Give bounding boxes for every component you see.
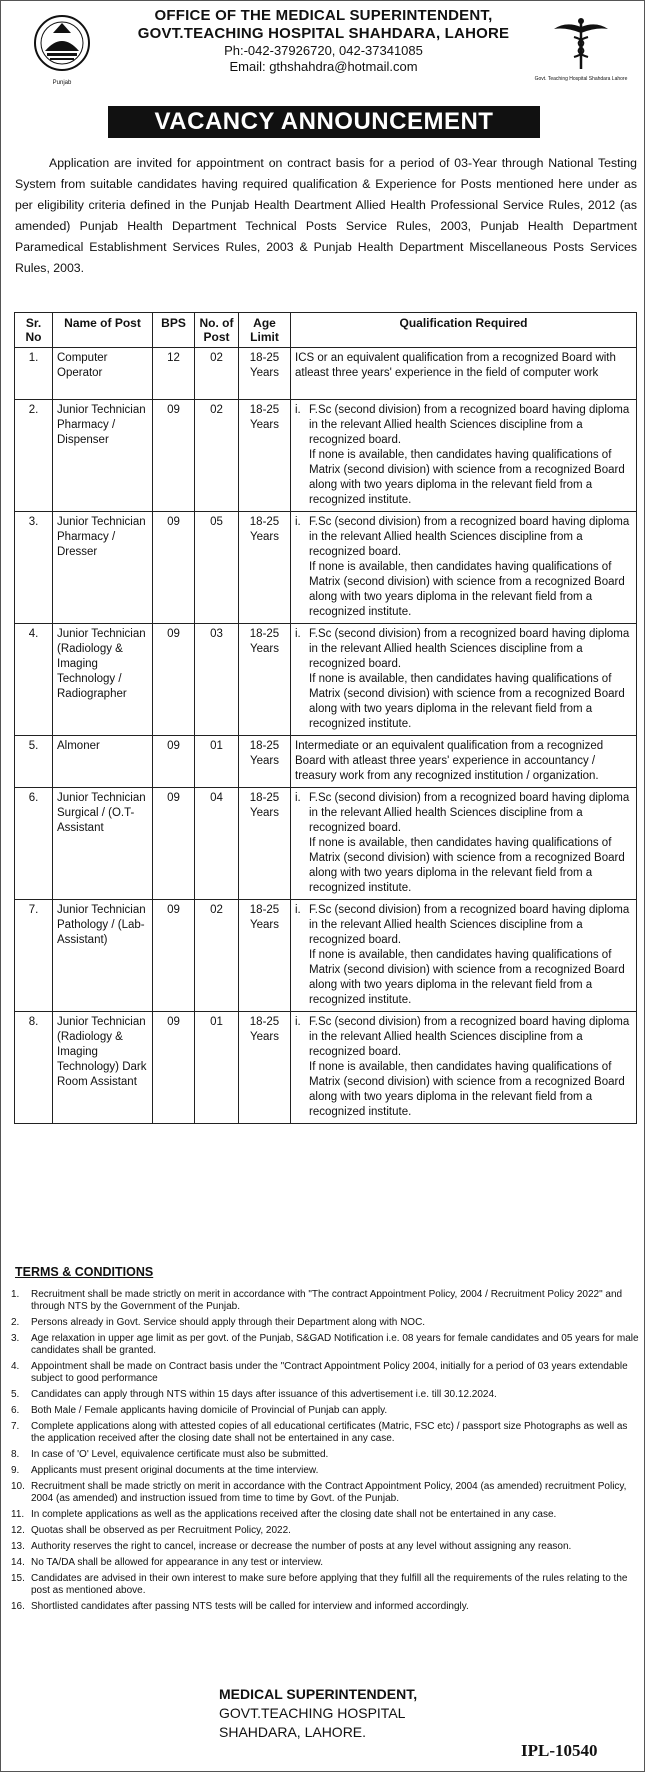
term-text: Recruitment shall be made strictly on merit in accordance with "The contract Appointment Policy, 2004 / Recruitment Policy 2022" and through NTS by the Government of the Punjab. bbox=[31, 1289, 623, 1312]
age-unit: Years bbox=[250, 531, 279, 543]
list-item bbox=[11, 1289, 641, 1313]
term-text: Appointment shall be made on Contract basis under the "Contract Appointment Policy 2004, initially for a period of 03 years extendable subject to good performance bbox=[31, 1361, 628, 1384]
ipl-reference: IPL-10540 bbox=[521, 1741, 598, 1760]
bullet-marker: i. bbox=[295, 404, 301, 416]
row-bps: 09 bbox=[153, 900, 195, 1012]
row-sr: 1. bbox=[15, 348, 53, 400]
term-number: 14. bbox=[11, 1557, 25, 1568]
row-sr: 3. bbox=[15, 512, 53, 624]
term-number: 9. bbox=[11, 1465, 20, 1476]
list-item bbox=[11, 1509, 641, 1521]
row-bps: 12 bbox=[153, 348, 195, 400]
row-qualification bbox=[291, 900, 637, 1012]
term-text: In case of 'O' Level, equivalence certificate must also be submitted. bbox=[31, 1449, 329, 1460]
row-age bbox=[239, 624, 291, 736]
age-range: 18-25 bbox=[249, 516, 280, 528]
right-logo-caption: Govt. Teaching Hospital Shahdara Lahore bbox=[534, 76, 628, 82]
row-post-name: Junior Technician Pathology / (Lab- Assistant) bbox=[53, 900, 153, 1012]
col-header-sr: Sr. No bbox=[15, 313, 53, 348]
row-posts: 03 bbox=[195, 624, 239, 736]
term-text: Applicants must present original documents at the time interview. bbox=[31, 1465, 319, 1476]
term-text: Shortlisted candidates after passing NTS tests will be called for interview and informed accordingly. bbox=[31, 1601, 469, 1612]
term-number: 15. bbox=[11, 1573, 25, 1584]
col-header-age: Age Limit bbox=[239, 313, 291, 348]
list-item bbox=[11, 1317, 641, 1329]
list-item bbox=[11, 1421, 641, 1445]
qualification-primary: F.Sc (second division) from a recognized board having diploma in the relevant Allied health Sciences discipline from a recognized board. bbox=[309, 1016, 630, 1058]
term-number: 8. bbox=[11, 1449, 20, 1460]
row-posts: 02 bbox=[195, 400, 239, 512]
col-header-qualification: Qualification Required bbox=[291, 313, 637, 348]
row-post-name: Junior Technician Surgical / (O.T-Assistant bbox=[53, 788, 153, 900]
row-age bbox=[239, 348, 291, 400]
left-logo-caption: Punjab bbox=[52, 80, 72, 86]
table-row bbox=[15, 788, 637, 900]
list-item bbox=[11, 1389, 641, 1401]
row-age bbox=[239, 900, 291, 1012]
qualification-primary: F.Sc (second division) from a recognized board having diploma in the relevant Allied health Sciences discipline from a recognized board. bbox=[309, 904, 630, 946]
office-title: OFFICE OF THE MEDICAL SUPERINTENDENT, bbox=[154, 7, 493, 24]
qualification-alternate: If none is available, then candidates having qualifications of Matrix (second division) with science from a recognized Board along with two years diploma in the relevant field from a recognized institute. bbox=[309, 1061, 625, 1118]
table-row bbox=[15, 736, 637, 788]
term-number: 3. bbox=[11, 1333, 20, 1344]
term-text: Candidates can apply through NTS within 15 days after issuance of this advertisement i.e. till 30.12.2024. bbox=[31, 1389, 497, 1400]
list-item bbox=[11, 1481, 641, 1505]
term-text: Candidates are advised in their own interest to make sure before applying that they fulfill all the requirements of the rules relating to the post as mentioned above. bbox=[31, 1573, 628, 1596]
col-header-posts: No. of Post bbox=[195, 313, 239, 348]
row-posts: 02 bbox=[195, 900, 239, 1012]
row-bps: 09 bbox=[153, 624, 195, 736]
row-posts: 02 bbox=[195, 348, 239, 400]
office-header bbox=[1, 7, 645, 75]
terms-list bbox=[11, 1289, 641, 1617]
row-qualification bbox=[291, 1012, 637, 1124]
list-item bbox=[11, 1465, 641, 1477]
row-sr: 4. bbox=[15, 624, 53, 736]
qualification-primary: F.Sc (second division) from a recognized board having diploma in the relevant Allied health Sciences discipline from a recognized board. bbox=[309, 516, 630, 558]
age-unit: Years bbox=[250, 367, 279, 379]
age-range: 18-25 bbox=[249, 404, 280, 416]
vacancy-banner: VACANCY ANNOUNCEMENT bbox=[108, 106, 540, 138]
row-posts: 04 bbox=[195, 788, 239, 900]
row-post-name: Computer Operator bbox=[53, 348, 153, 400]
bullet-marker: i. bbox=[295, 516, 301, 528]
age-range: 18-25 bbox=[249, 352, 280, 364]
term-number: 11. bbox=[11, 1509, 25, 1520]
row-bps: 09 bbox=[153, 788, 195, 900]
term-number: 10. bbox=[11, 1481, 25, 1492]
term-text: Persons already in Govt. Service should apply through their Department along with NOC. bbox=[31, 1317, 426, 1328]
age-range: 18-25 bbox=[249, 904, 280, 916]
table-row bbox=[15, 512, 637, 624]
table-header-row bbox=[15, 313, 637, 348]
age-unit: Years bbox=[250, 755, 279, 767]
row-qualification bbox=[291, 400, 637, 512]
table-row bbox=[15, 900, 637, 1012]
row-age bbox=[239, 788, 291, 900]
row-sr: 2. bbox=[15, 400, 53, 512]
intro-paragraph: Application are invited for appointment on contract basis for a period of 03-Year through National Testing System from suitable candidates having required qualification & Experience for Posts mentioned here under as per eligibility criteria defined in the Punjab Health Deartment Allied Health Professional Service Rules, 2012 (as amended) Punjab Health Department Technical Posts Service Rules, 2003, Punjab Health Department Paramedical Establishment Services Rules, 2003 & Punjab Health Department Miscellaneous Posts Services Rules, 2003. bbox=[15, 156, 637, 275]
row-posts: 01 bbox=[195, 736, 239, 788]
term-number: 5. bbox=[11, 1389, 20, 1400]
signatory-hospital: GOVT.TEACHING HOSPITAL bbox=[219, 1705, 406, 1721]
signatory-location: SHAHDARA, LAHORE. bbox=[219, 1724, 367, 1740]
term-number: 7. bbox=[11, 1421, 20, 1432]
bullet-marker: i. bbox=[295, 1016, 301, 1028]
qualification-alternate: If none is available, then candidates having qualifications of Matrix (second division) with science from a recognized Board along with two years diploma in the relevant field from a recognized institute. bbox=[309, 561, 625, 618]
term-text: In complete applications as well as the applications received after the closing date shall not be entertained in any case. bbox=[31, 1509, 557, 1520]
row-sr: 7. bbox=[15, 900, 53, 1012]
row-age bbox=[239, 512, 291, 624]
term-number: 1. bbox=[11, 1289, 20, 1300]
age-unit: Years bbox=[250, 807, 279, 819]
list-item bbox=[11, 1601, 641, 1613]
term-text: Authority reserves the right to cancel, increase or decrease the number of posts at any level without assigning any reason. bbox=[31, 1541, 572, 1552]
term-text: Quotas shall be observed as per Recruitment Policy, 2022. bbox=[31, 1525, 291, 1536]
age-range: 18-25 bbox=[249, 628, 280, 640]
table-row bbox=[15, 400, 637, 512]
term-number: 2. bbox=[11, 1317, 20, 1328]
row-posts: 01 bbox=[195, 1012, 239, 1124]
row-bps: 09 bbox=[153, 400, 195, 512]
age-unit: Years bbox=[250, 419, 279, 431]
age-unit: Years bbox=[250, 643, 279, 655]
list-item bbox=[11, 1449, 641, 1461]
qualification-primary: F.Sc (second division) from a recognized board having diploma in the relevant Allied health Sciences discipline from a recognized board. bbox=[309, 628, 630, 670]
signatory-title: MEDICAL SUPERINTENDENT, bbox=[219, 1686, 418, 1702]
bullet-marker: i. bbox=[295, 792, 301, 804]
row-qualification: Intermediate or an equivalent qualification from a recognized Board with atleast three years' experience in accountancy / treasury work from any recognized institution / organization. bbox=[291, 736, 637, 788]
table-row bbox=[15, 1012, 637, 1124]
term-text: Age relaxation in upper age limit as per govt. of the Punjab, S&GAD Notification i.e. 08 years for female candidates and 05 years for male candidates shall be granted. bbox=[31, 1333, 639, 1356]
row-bps: 09 bbox=[153, 736, 195, 788]
age-range: 18-25 bbox=[249, 792, 280, 804]
qualification-alternate: If none is available, then candidates having qualifications of Matrix (second division) with science from a recognized Board along with two years diploma in the relevant field from a recognized institute. bbox=[309, 673, 625, 730]
col-header-name: Name of Post bbox=[53, 313, 153, 348]
qualification-alternate: If none is available, then candidates having qualifications of Matrix (second division) with science from a recognized Board along with two years diploma in the relevant field from a recognized institute. bbox=[309, 949, 625, 1006]
row-age bbox=[239, 1012, 291, 1124]
row-qualification bbox=[291, 788, 637, 900]
bullet-marker: i. bbox=[295, 628, 301, 640]
term-number: 4. bbox=[11, 1361, 20, 1372]
term-text: No TA/DA shall be allowed for appearance in any test or interview. bbox=[31, 1557, 324, 1568]
qualification-primary: F.Sc (second division) from a recognized board having diploma in the relevant Allied health Sciences discipline from a recognized board. bbox=[309, 404, 630, 446]
age-unit: Years bbox=[250, 1031, 279, 1043]
hospital-title: GOVT.TEACHING HOSPITAL SHAHDARA, LAHORE bbox=[137, 25, 510, 42]
row-sr: 8. bbox=[15, 1012, 53, 1124]
term-text: Both Male / Female applicants having domicile of Provincial of Punjab can apply. bbox=[31, 1405, 388, 1416]
term-number: 13. bbox=[11, 1541, 25, 1552]
phone-numbers: Ph:-042-37926720, 042-37341085 bbox=[224, 43, 423, 58]
vacancy-table bbox=[14, 312, 637, 1124]
list-item bbox=[11, 1557, 641, 1569]
terms-heading: TERMS & CONDITIONS bbox=[15, 1265, 154, 1279]
row-bps: 09 bbox=[153, 1012, 195, 1124]
age-range: 18-25 bbox=[249, 740, 280, 752]
row-qualification: ICS or an equivalent qualification from a recognized Board with atleast three years' experience in the field of computer work bbox=[291, 348, 637, 400]
list-item bbox=[11, 1361, 641, 1385]
row-posts: 05 bbox=[195, 512, 239, 624]
row-qualification bbox=[291, 624, 637, 736]
row-bps: 09 bbox=[153, 512, 195, 624]
qualification-alternate: If none is available, then candidates having qualifications of Matrix (second division) with science from a recognized Board along with two years diploma in the relevant field from a recognized institute. bbox=[309, 449, 625, 506]
row-post-name: Almoner bbox=[53, 736, 153, 788]
bullet-marker: i. bbox=[295, 904, 301, 916]
qualification-alternate: If none is available, then candidates having qualifications of Matrix (second division) with science from a recognized Board along with two years diploma in the relevant field from a recognized institute. bbox=[309, 837, 625, 894]
row-post-name: Junior Technician Pharmacy / Dispenser bbox=[53, 400, 153, 512]
col-header-bps: BPS bbox=[153, 313, 195, 348]
term-text: Recruitment shall be made strictly on merit in accordance with the Contract Appointment Policy, 2004 (as amended) recruitment Policy, 2004 (as amended) and instruction issued from time to time by Govt. of the Punjab. bbox=[31, 1481, 627, 1504]
list-item bbox=[11, 1541, 641, 1553]
list-item bbox=[11, 1333, 641, 1357]
list-item bbox=[11, 1573, 641, 1597]
term-text: Complete applications along with attested copies of all educational certificates (Matric, FSC etc) / passport size Photographs as well as the application received after the closing date shall not be entertained in any case. bbox=[31, 1421, 628, 1444]
row-post-name: Junior Technician (Radiology & Imaging Technology / Radiographer bbox=[53, 624, 153, 736]
age-unit: Years bbox=[250, 919, 279, 931]
row-post-name: Junior Technician (Radiology & Imaging Technology) Dark Room Assistant bbox=[53, 1012, 153, 1124]
email-address: Email: gthshahdra@hotmail.com bbox=[229, 59, 418, 74]
list-item bbox=[11, 1405, 641, 1417]
row-age bbox=[239, 736, 291, 788]
row-sr: 5. bbox=[15, 736, 53, 788]
age-range: 18-25 bbox=[249, 1016, 280, 1028]
term-number: 12. bbox=[11, 1525, 25, 1536]
row-sr: 6. bbox=[15, 788, 53, 900]
table-row bbox=[15, 624, 637, 736]
qualification-primary: F.Sc (second division) from a recognized board having diploma in the relevant Allied health Sciences discipline from a recognized board. bbox=[309, 792, 630, 834]
row-age bbox=[239, 400, 291, 512]
term-number: 16. bbox=[11, 1601, 25, 1612]
list-item bbox=[11, 1525, 641, 1537]
row-qualification bbox=[291, 512, 637, 624]
row-post-name: Junior Technician Pharmacy / Dresser bbox=[53, 512, 153, 624]
term-number: 6. bbox=[11, 1405, 20, 1416]
signature-block bbox=[219, 1685, 439, 1742]
table-row bbox=[15, 348, 637, 400]
